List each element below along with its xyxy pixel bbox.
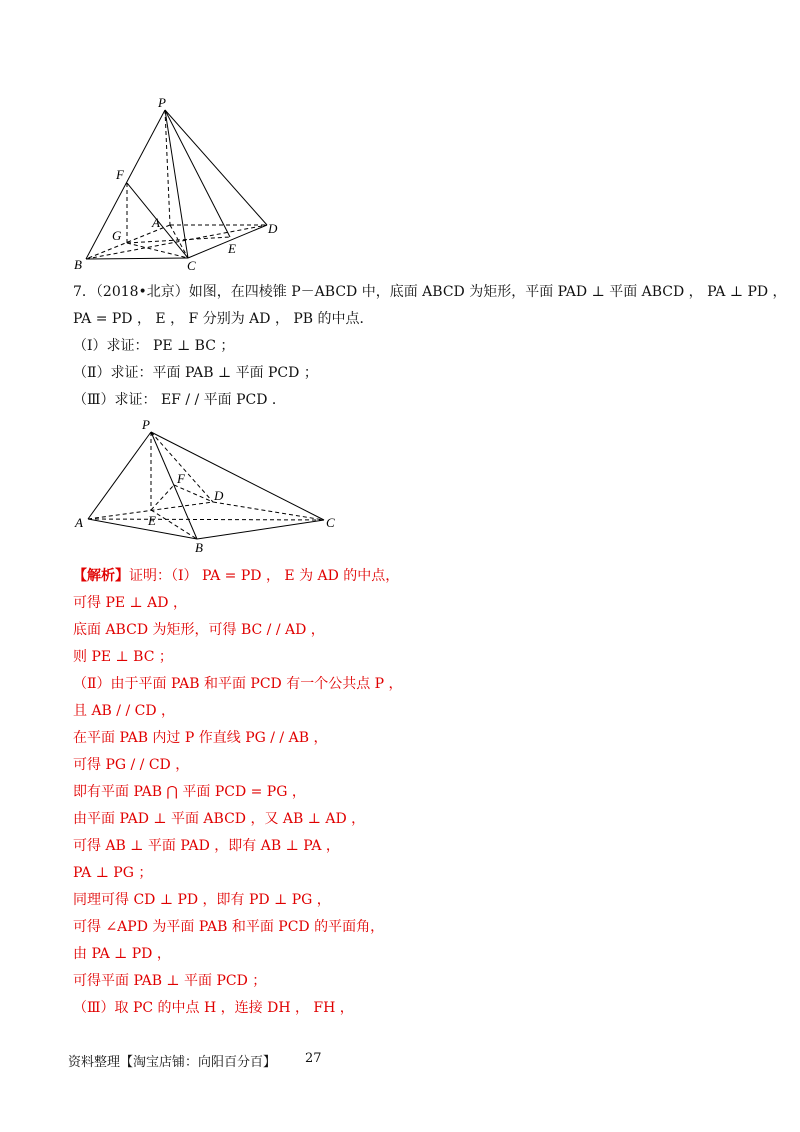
solution-line-10: 可得 AB ⊥ 平面 PAD ，即有 AB ⊥ PA ， [73,838,340,854]
edge-PB [86,110,165,259]
footer-source: 资料整理【淘宝店铺：向阳百分百】 [68,1055,277,1070]
solution-line-11: PA ⊥ PG ； [73,865,153,881]
page-number: 27 [305,1051,322,1066]
problem-part-2: （Ⅱ）求证：平面 PAB ⊥ 平面 PCD ； [73,365,318,381]
label-P: P [158,95,166,110]
solution-line-8: 即有平面 PAB ⋂ 平面 PCD = PG ， [73,784,306,800]
problem-line-1: 7．（2018•北京）如图，在四棱锥 P－ABCD 中，底面 ABCD 为矩形，平面 PAD ⊥ 平面 ABCD ， PA ⊥ PD ， [73,284,787,300]
solution-line-7: 可得 PG / / CD ， [73,757,190,773]
solution-line-0 [73,567,399,585]
problem-line-2: PA = PD ， E ， F 分别为 AD ， PB 的中点． [73,311,374,327]
label-D: D [214,488,224,503]
solution-line-6: 在平面 PAB 内过 P 作直线 PG / / AB ， [73,730,328,746]
label-P: P [142,417,150,432]
label-F: F [116,167,124,182]
solution-text: 证明：（Ⅰ） PA = PD ， E 为 AD 的中点， [129,568,400,584]
edge-BC [86,258,188,259]
edge-PD [151,432,213,502]
problem-part-1: （Ⅰ）求证： PE ⊥ BC ； [73,338,235,354]
label-B: B [74,257,82,272]
solution-line-16: （Ⅲ）取 PC 的中点 H ，连接 DH ， FH ， [73,1000,354,1016]
label-B: B [195,540,203,555]
solution-line-3: 则 PE ⊥ BC ； [73,649,173,665]
label-D: D [268,221,278,236]
edge-EF [151,485,174,510]
label-A: A [75,515,83,530]
label-C: C [187,258,196,273]
edge-BC [197,520,324,539]
label-C: C [326,515,335,530]
solution-line-2: 底面 ABCD 为矩形，可得 BC / / AD ， [73,622,325,638]
solution-line-14: 由 PA ⊥ PD ， [73,946,171,962]
label-G: G [112,228,122,243]
solution-line-4: （Ⅱ）由于平面 PAB 和平面 PCD 有一个公共点 P ， [73,676,403,692]
label-F: F [177,471,185,486]
solution-line-9: 由平面 PAD ⊥ 平面 ABCD ，又 AB ⊥ AD ， [73,811,366,827]
label-A: A [152,215,160,230]
label-E: E [148,513,156,528]
pyramid-figure-1 [70,95,290,275]
solution-tag: 【解析】 [73,568,129,584]
solution-line-12: 同理可得 CD ⊥ PD ，即有 PD ⊥ PG ， [73,892,331,908]
solution-line-1: 可得 PE ⊥ AD ， [73,595,187,611]
edge-AC [88,519,324,520]
solution-line-13: 可得 ∠APD 为平面 PAB 和平面 PCD 的平面角， [73,919,385,935]
label-E: E [228,241,236,256]
solution-line-5: 且 AB / / CD ， [73,703,176,719]
problem-part-3: （Ⅲ）求证： EF / / 平面 PCD ． [73,392,286,408]
pyramid-figure-2 [70,415,340,560]
edge-AB [86,225,170,259]
solution-line-15: 可得平面 PAB ⊥ 平面 PCD ； [73,973,267,989]
edge-PA [88,432,151,519]
